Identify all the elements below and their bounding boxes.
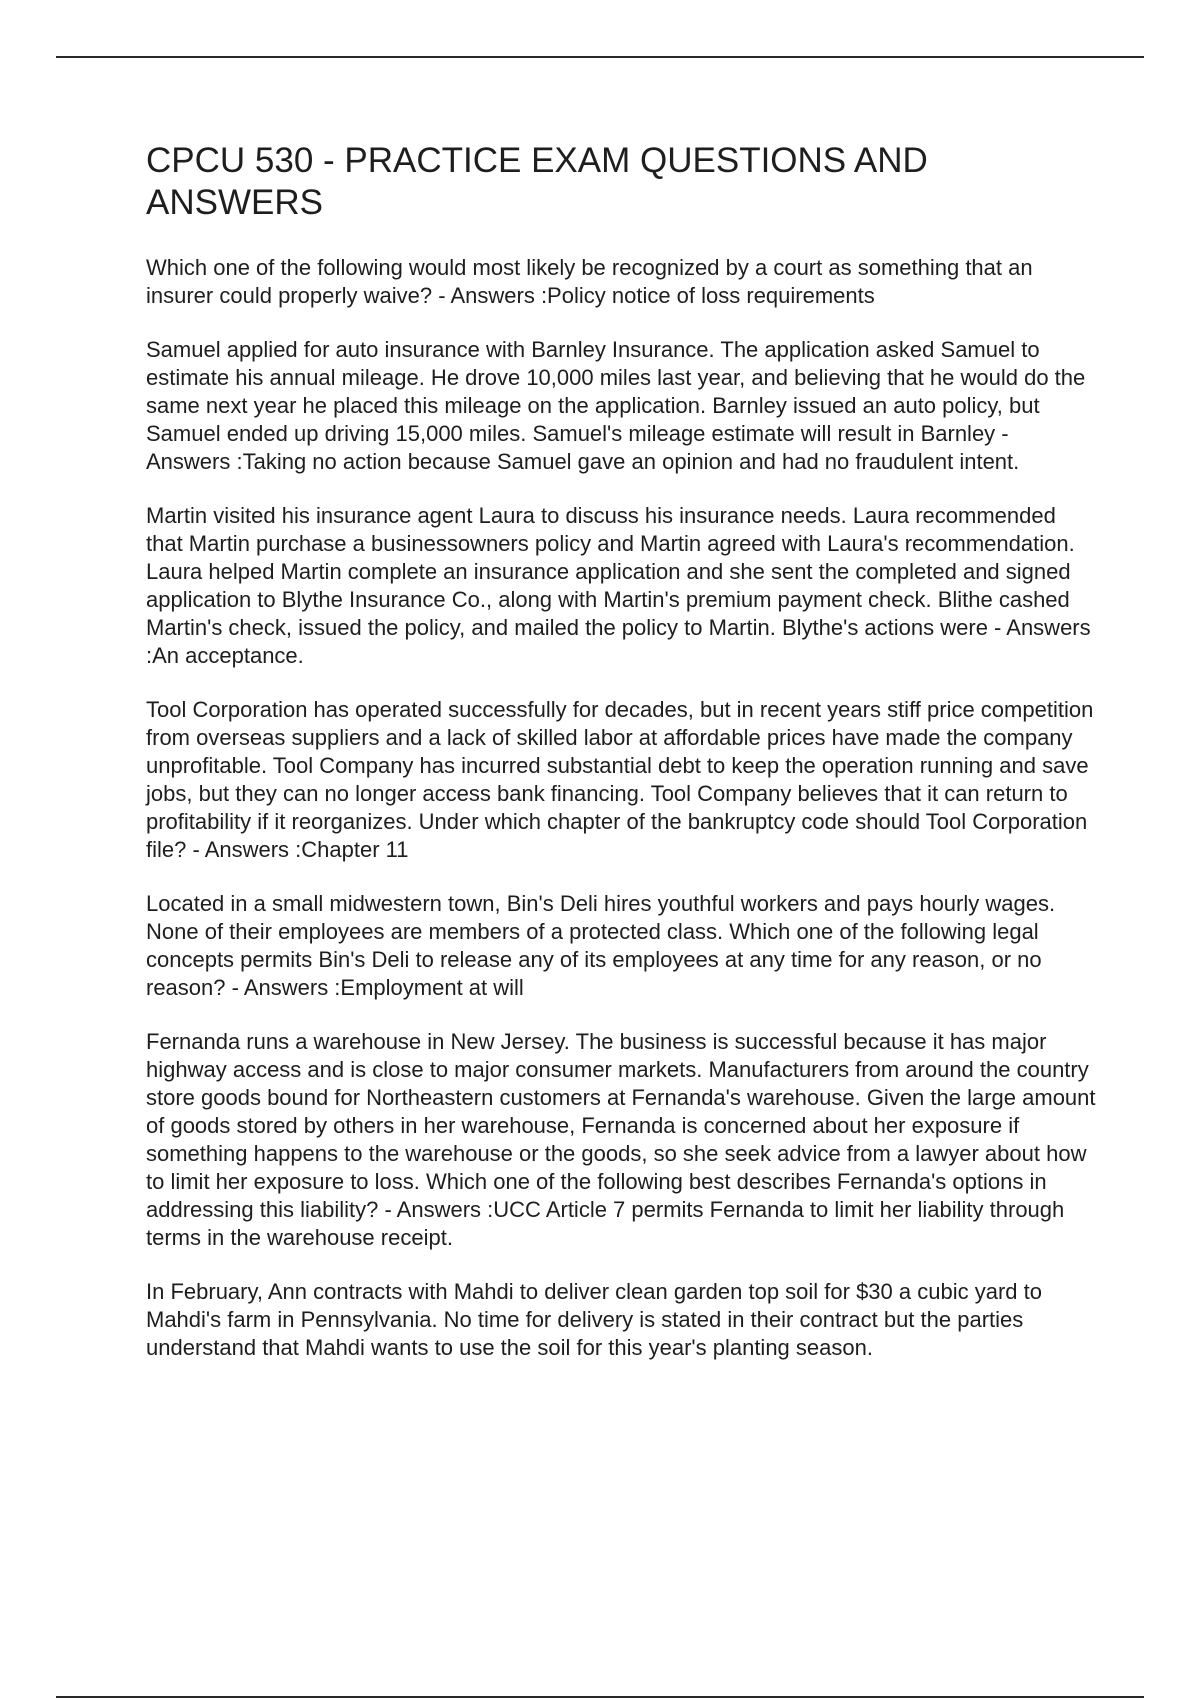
qa-item-3: Martin visited his insurance agent Laura to discuss his insurance needs. Laura recommended that Martin purchase a businessowners policy and Martin agreed with Laura's recommendation. Laura helped Martin complete an insurance application and she sent the completed and signed application to Blythe Insurance Co., along with Martin's premium payment check. Blithe cashed Martin's check, issued the policy, and mailed the policy to Martin. Blythe's actions were - Answers :An acceptance.	[146, 503, 1091, 668]
top-rule	[56, 56, 1144, 58]
qa-item-7: In February, Ann contracts with Mahdi to deliver clean garden top soil for $30 a cubic yard to Mahdi's farm in Pennsylvania. No time for delivery is stated in their contract but the parties understand that Mahdi wants to use the soil for this year's planting season.	[146, 1279, 1042, 1360]
qa-item-5: Located in a small midwestern town, Bin's Deli hires youthful workers and pays hourly wages. None of their employees are members of a protected class. Which one of the following legal concepts permits Bin's Deli to release any of its employees at any time for any reason, or no reason? - Answers :Employment at will	[146, 891, 1056, 1000]
document-title: CPCU 530 - PRACTICE EXAM QUESTIONS AND ANSWERS	[146, 141, 928, 222]
qa-item-4: Tool Corporation has operated successfully for decades, but in recent years stiff price competition from overseas suppliers and a lack of skilled labor at affordable prices have made the company unprofitable. Tool Company has incurred substantial debt to keep the operation running and save jobs, but they can no longer access bank financing. Tool Company believes that it can return to profitability if it reorganizes. Under which chapter of the bankruptcy code should Tool Corporation file? - Answers :Chapter 11	[146, 697, 1094, 862]
qa-item-2: Samuel applied for auto insurance with Barnley Insurance. The application asked Samuel to estimate his annual mileage. He drove 10,000 miles last year, and believing that he would do the same next year he placed this mileage on the application. Barnley issued an auto policy, but Samuel ended up driving 15,000 miles. Samuel's mileage estimate will result in Barnley - Answers :Taking no action because Samuel gave an opinion and had no fraudulent intent.	[146, 337, 1086, 474]
qa-item-1: Which one of the following would most likely be recognized by a court as something that an insurer could properly waive? - Answers :Policy notice of loss requirements	[146, 255, 1033, 308]
document-body	[146, 140, 1096, 1388]
qa-item-6: Fernanda runs a warehouse in New Jersey. The business is successful because it has major highway access and is close to major consumer markets. Manufacturers from around the country store goods bound for Northeastern customers at Fernanda's warehouse. Given the large amount of goods stored by others in her warehouse, Fernanda is concerned about her exposure if something happens to the warehouse or the goods, so she seek advice from a lawyer about how to limit her exposure to loss. Which one of the following best describes Fernanda's options in addressing this liability? - Answers :UCC Article 7 permits Fernanda to limit her liability through terms in the warehouse receipt.	[146, 1029, 1096, 1250]
bottom-rule	[56, 1696, 1144, 1698]
